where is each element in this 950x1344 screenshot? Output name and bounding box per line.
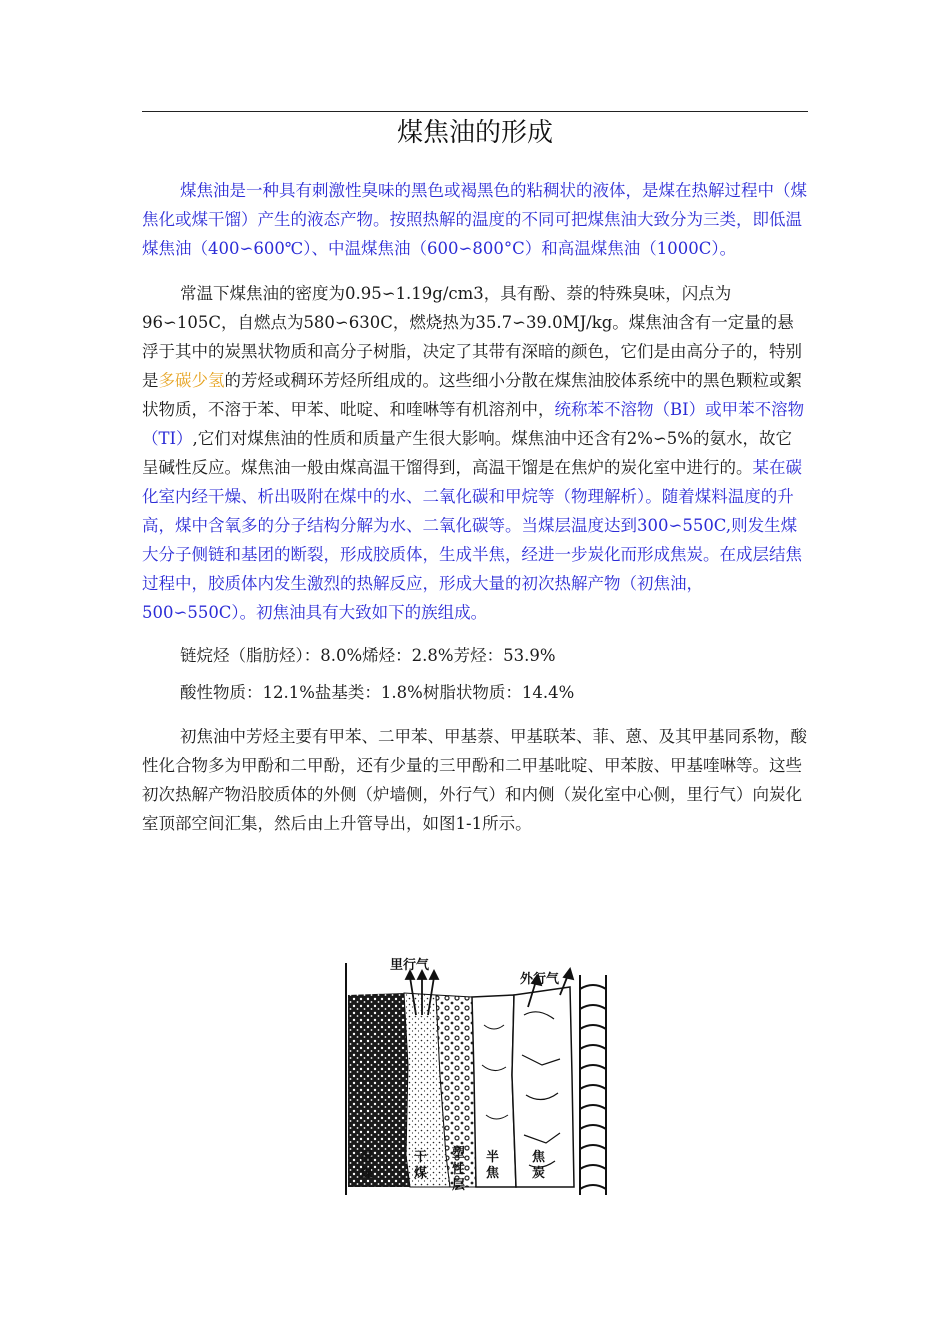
text-span: 常温下煤焦油的密度为0.95∽1.19g/cm3，具有酚、萘的特殊臭味，闪点为96∽105C，自燃点为580∽630C，燃烧热为35.7∽39.0MJ/kg。煤焦油含有一定量的悬浮于其中的炭黑状物质和高分子树脂，决定了其带有深暗的颜色，它们是由高分子的，特别是 xyxy=(142,284,802,390)
label-coke-1: 焦 xyxy=(532,1150,546,1165)
coking-layers-diagram xyxy=(324,955,616,1203)
label-dry-coal-2: 煤 xyxy=(414,1166,428,1181)
paragraph-properties xyxy=(142,279,808,627)
paragraph-composition-1: 链烷烃（脂肪烃）：8.0%烯烃：2.8%芳烃：53.9% xyxy=(180,646,556,665)
header-rule xyxy=(142,111,808,112)
label-plastic-1: 塑 xyxy=(452,1146,466,1161)
paragraph-primary-tar: 初焦油中芳烃主要有甲苯、二甲苯、甲基萘、甲基联苯、菲、蒽、及其甲基同系物，酸性化合物多为甲酚和二甲酚，还有少量的三甲酚和二甲基吡啶、甲苯胺、甲基喹啉等。这些初次热解产物沿胶质体的外侧（炉墙侧，外行气）和内侧（炭化室中心侧，里行气）向炭化室顶部空间汇集，然后由上升管导出，如图1-1所示。 xyxy=(142,727,807,833)
label-semi-coke-1: 半 xyxy=(486,1150,500,1165)
label-semi-coke-2: 焦 xyxy=(486,1166,500,1181)
text-span: 的芳烃或稠环芳烃所组成的。这些细小分散在煤焦油胶体系统中的黑色颗粒或絮状物质，不溶于苯、甲苯、吡啶、和喹啉等有机溶剂中， xyxy=(142,371,802,419)
text-span: ,它们对煤焦油的性质和质量产生很大影响。煤焦油中还含有2%∽5%的氨水，故它呈碱性反应。煤焦油一般由煤高温干馏得到，高温干馏是在焦炉的炭化室中进行的。 xyxy=(142,429,792,477)
paragraph-definition: 煤焦油是一种具有刺激性臭味的黑色或褐黑色的粘稠状的液体，是煤在热解过程中（煤焦化或煤干馏）产生的液态产物。按照热解的温度的不同可把煤焦油大致分为三类，即低温煤焦油（400∽600℃）、中温煤焦油（600∽800°C）和高温煤焦油（1000C）。 xyxy=(142,181,807,258)
page-title: 煤焦油的形成 xyxy=(396,118,553,148)
highlight-text: 多碳少氢 xyxy=(158,371,225,390)
label-wet-coal-1: 湿 xyxy=(360,1150,374,1165)
label-wet-coal-2: 煤 xyxy=(360,1166,374,1181)
wet-coal-layer xyxy=(348,993,410,1187)
paragraph-composition-2: 酸性物质：12.1%盐基类：1.8%树脂状物质：14.4% xyxy=(180,683,575,702)
label-coke-2: 炭 xyxy=(532,1166,546,1181)
oven-wall-bricks xyxy=(580,975,606,1195)
label-inner-gas: 里行气 xyxy=(390,958,430,973)
label-outer-gas: 外行气 xyxy=(520,972,560,987)
label-plastic-3: 层 xyxy=(452,1178,466,1193)
label-dry-coal-1: 干 xyxy=(414,1150,428,1165)
figure-coking-layers xyxy=(324,955,616,1203)
highlight-text: 统称苯不溶物（BI）或甲苯不溶物（TI） xyxy=(142,400,805,448)
label-plastic-2: 性 xyxy=(452,1162,466,1177)
document-body xyxy=(142,176,808,838)
highlight-text: 某在碳化室内经干燥、析出吸附在煤中的水、二氧化碳和甲烷等（物理解析）。随着煤料温度的升高，煤中含氧多的分子结构分解为水、二氧化碳等。当煤层温度达到300∽550C,则发生煤大分子侧链和基团的断裂，形成胶质体，生成半焦，经进一步炭化而形成焦炭。在成层结焦过程中，胶质体内发生激烈的热解反应，形成大量的初次热解产物（初焦油，500∽550C）。初焦油具有大致如下的族组成。 xyxy=(142,458,802,622)
